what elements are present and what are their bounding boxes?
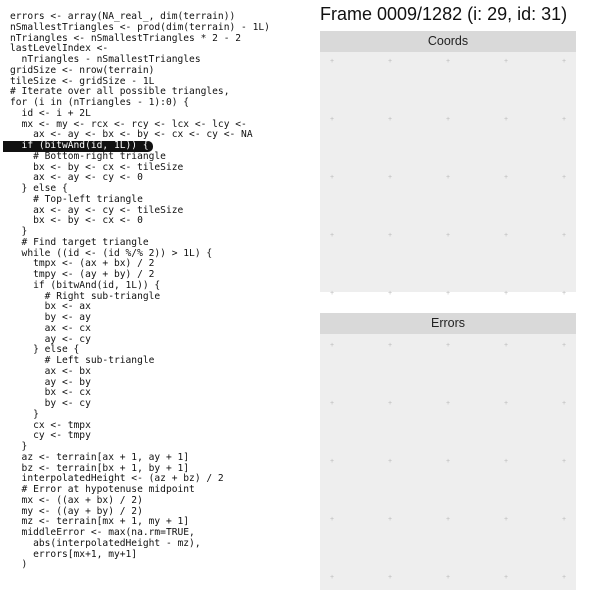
current-code-line: if (bitwAnd(id, 1L)) {: [3, 141, 153, 152]
grid-tick: +: [503, 342, 509, 349]
grid-tick: +: [445, 58, 451, 65]
code-line: cy <- tmpy: [10, 430, 91, 442]
code-line: while ((id <- (id %/% 2)) > 1L) {: [10, 247, 213, 259]
grid-tick: +: [561, 458, 567, 465]
code-line: mx <- ((ax + bx) / 2): [10, 494, 143, 506]
grid-tick: +: [503, 174, 509, 181]
code-line: # Left sub-triangle: [10, 355, 155, 366]
code-line: for (i in (nTriangles - 1):0) {: [10, 97, 190, 108]
grid-tick: +: [503, 458, 509, 465]
grid-tick: +: [387, 400, 393, 407]
code-line: errors <- array(NA_real_, dim(terrain)): [10, 11, 236, 22]
code-line: }: [10, 226, 28, 237]
code-row: [10, 550, 270, 561]
code-row: [10, 216, 270, 227]
frame-title: Frame 0009/1282 (i: 29, id: 31): [320, 4, 568, 24]
code-line: ax <- ay <- cy <- 0: [10, 172, 143, 184]
grid-tick: +: [503, 232, 509, 239]
grid-tick: +: [503, 58, 509, 65]
grid-tick: +: [445, 400, 451, 407]
grid-tick: +: [329, 232, 335, 239]
code-line: by <- cy: [10, 398, 91, 409]
errors-plot-area: [320, 334, 576, 590]
grid-tick: +: [387, 58, 393, 65]
grid-tick: +: [387, 290, 393, 297]
code-line: by <- ay: [10, 312, 91, 323]
grid-tick: +: [387, 116, 393, 123]
grid-tick: +: [445, 116, 451, 123]
grid-tick: +: [329, 400, 335, 407]
grid-tick: +: [503, 574, 509, 581]
errors-panel: [320, 313, 576, 590]
code-line: } else {: [10, 183, 68, 194]
grid-tick: +: [561, 342, 567, 349]
code-line: id <- i + 2L: [10, 107, 91, 119]
code-line: tmpy <- (ay + by) / 2: [10, 269, 155, 280]
grid-tick: +: [561, 232, 567, 239]
code-line: ay <- cy: [10, 333, 91, 345]
grid-tick: +: [445, 342, 451, 349]
errors-panel-title: Errors: [320, 313, 576, 334]
code-line: ax <- ay <- bx <- by <- cx <- cy <- NA: [10, 129, 253, 141]
code-line: ): [10, 559, 28, 571]
code-line: gridSize <- nrow(terrain): [10, 64, 155, 76]
code-listing: [10, 12, 270, 571]
code-line: }: [10, 408, 39, 420]
code-line: abs(interpolatedHeight - mz),: [10, 537, 201, 549]
coords-plot-area: [320, 52, 576, 297]
code-line: nTriangles - nSmallestTriangles: [10, 54, 201, 65]
code-line: az <- terrain[ax + 1, ay + 1]: [10, 451, 190, 463]
grid-tick: +: [561, 116, 567, 123]
code-line: # Iterate over all possible triangles,: [10, 86, 230, 98]
code-line: cx <- tmpx: [10, 419, 91, 431]
grid-tick: +: [329, 290, 335, 297]
code-line: errors[mx+1, my+1]: [10, 548, 138, 560]
code-row: [10, 399, 270, 410]
code-line: my <- ((ay + by) / 2): [10, 505, 143, 517]
code-line: nTriangles <- nSmallestTriangles * 2 - 2: [10, 32, 242, 44]
grid-tick: +: [445, 174, 451, 181]
code-line: tmpx <- (ax + bx) / 2: [10, 258, 155, 270]
code-line: nSmallestTriangles <- prod(dim(terrain) - 1L): [10, 21, 270, 33]
grid-tick: +: [445, 574, 451, 581]
grid-tick: +: [329, 58, 335, 65]
grid-tick: +: [445, 458, 451, 465]
grid-tick: +: [329, 516, 335, 523]
grid-tick: +: [329, 342, 335, 349]
code-line: bx <- by <- cx <- tileSize: [10, 161, 184, 173]
code-line: # Find target triangle: [10, 236, 149, 248]
code-line: mx <- my <- rcx <- rcy <- lcx <- lcy <-: [10, 118, 247, 130]
grid-tick: +: [387, 232, 393, 239]
code-line: ay <- by: [10, 376, 91, 388]
grid-tick: +: [329, 116, 335, 123]
grid-tick: +: [445, 516, 451, 523]
grid-tick: +: [329, 174, 335, 181]
code-row: [10, 560, 270, 571]
grid-tick: +: [387, 516, 393, 523]
code-row: [10, 431, 270, 442]
grid-tick: +: [387, 458, 393, 465]
grid-tick: +: [503, 116, 509, 123]
grid-tick: +: [329, 574, 335, 581]
grid-tick: +: [561, 574, 567, 581]
code-line: tileSize <- gridSize - 1L: [10, 75, 155, 87]
code-line: }: [10, 441, 28, 452]
grid-tick: +: [561, 290, 567, 297]
code-line: bz <- terrain[bx + 1, by + 1]: [10, 462, 190, 474]
grid-tick: +: [561, 400, 567, 407]
grid-tick: +: [561, 516, 567, 523]
coords-panel-title: Coords: [320, 31, 576, 52]
code-line: # Top-left triangle: [10, 193, 143, 205]
coords-panel: [320, 31, 576, 297]
code-line: if (bitwAnd(id, 1L)) {: [10, 279, 161, 291]
code-line: bx <- ax: [10, 301, 91, 313]
code-line: interpolatedHeight <- (az + bz) / 2: [10, 473, 224, 485]
code-line: bx <- cx: [10, 387, 91, 399]
code-line: # Bottom-right triangle: [10, 150, 166, 162]
code-line: mz <- terrain[mx + 1, my + 1]: [10, 516, 190, 528]
code-line: ax <- cx: [10, 322, 91, 334]
grid-tick: +: [329, 458, 335, 465]
grid-tick: +: [503, 290, 509, 297]
code-line: } else {: [10, 344, 80, 356]
code-line: bx <- by <- cx <- 0: [10, 215, 143, 227]
grid-tick: +: [503, 516, 509, 523]
code-line: # Right sub-triangle: [10, 290, 161, 302]
grid-tick: +: [387, 574, 393, 581]
code-line: # Error at hypotenuse midpoint: [10, 484, 195, 495]
grid-tick: +: [387, 342, 393, 349]
grid-tick: +: [503, 400, 509, 407]
grid-tick: +: [561, 58, 567, 65]
code-line: ax <- bx: [10, 365, 91, 377]
grid-tick: +: [561, 174, 567, 181]
grid-tick: +: [445, 290, 451, 297]
code-line: ax <- ay <- cy <- tileSize: [10, 204, 184, 216]
code-line: middleError <- max(na.rm=TRUE,: [10, 527, 195, 538]
code-line: lastLevelIndex <-: [10, 43, 109, 55]
grid-tick: +: [387, 174, 393, 181]
grid-tick: +: [445, 232, 451, 239]
